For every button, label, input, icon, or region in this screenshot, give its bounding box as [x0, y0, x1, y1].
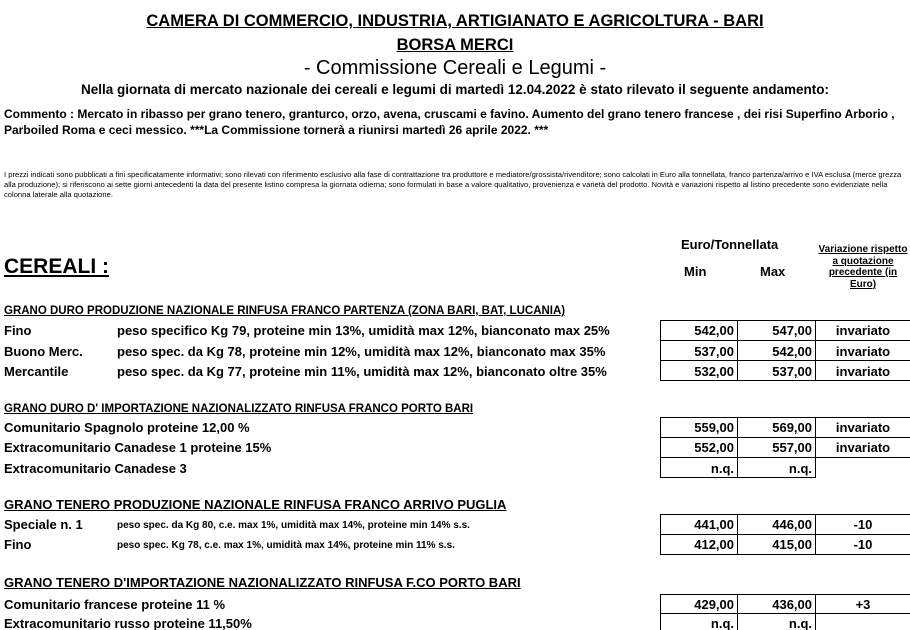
table-rule: [815, 514, 816, 554]
row-name: Comunitario francese proteine 11 %: [4, 597, 226, 612]
price-min: 532,00: [694, 364, 734, 379]
table-rule: [660, 613, 910, 614]
table-rule: [737, 320, 738, 380]
price-min: 429,00: [694, 597, 734, 612]
section-title-soft-import: GRANO TENERO D'IMPORTAZIONE NAZIONALIZZATO RINFUSA F.CO PORTO BARI: [4, 575, 521, 590]
price-max: 542,00: [772, 344, 812, 359]
min-header: Min: [684, 264, 707, 279]
price-variation: invariato: [835, 323, 891, 338]
row-name: Extracomunitario Canadese 3: [4, 461, 187, 476]
row-name: Fino: [4, 323, 32, 338]
table-rule: [660, 360, 910, 361]
row-description: peso specifico Kg 79, proteine min 13%, umidità max 12%, bianconato max 25%: [117, 323, 610, 338]
price-max: n.q.: [788, 461, 812, 476]
price-min: n.q.: [710, 616, 734, 630]
table-rule: [737, 417, 738, 477]
table-rule: [660, 554, 910, 555]
table-rule: [660, 594, 910, 595]
variation-header: Variazione rispetto a quotazione precedente (in Euro): [818, 244, 908, 290]
table-rule: [660, 320, 910, 321]
price-variation: +3: [855, 597, 871, 612]
row-name: Mercantile: [4, 364, 69, 379]
table-rule: [737, 514, 738, 554]
market-comment: Commento : Mercato in ribasso per grano tenero, granturco, orzo, avena, cruscami e favino. Aumento del grano tenero francese , dei risi Superfino Arborio , Parboiled Roma e ceci messico. ***La Commissione tornerà a riunirsi martedì 26 aprile 2022. ***: [4, 107, 895, 137]
row-name: Buono Merc.: [4, 344, 83, 359]
market-day-subtitle: Nella giornata di mercato nazionale dei cereali e legumi di martedì 12.04.2022 è stato rilevato il seguente andamento:: [80, 82, 829, 97]
section-title-durum-national: GRANO DURO PRODUZIONE NAZIONALE RINFUSA FRANCO PARTENZA (ZONA BARI, BAT, LUCANIA): [4, 305, 566, 317]
price-max: 569,00: [772, 420, 812, 435]
max-header: Max: [760, 264, 786, 279]
table-rule: [660, 340, 910, 341]
borsa-merci-title: BORSA MERCI: [396, 36, 514, 54]
price-max: 557,00: [772, 440, 812, 455]
price-max: 415,00: [772, 537, 812, 552]
table-rule: [660, 380, 910, 381]
table-rule: [815, 320, 816, 380]
row-name: Fino: [4, 537, 32, 552]
price-min: 552,00: [694, 440, 734, 455]
table-rule: [660, 477, 816, 478]
row-description: peso spec. da Kg 77, proteine min 11%, umidità max 12%, bianconato oltre 35%: [117, 364, 607, 379]
price-min: n.q.: [710, 461, 734, 476]
table-rule: [660, 417, 661, 477]
price-min: 542,00: [694, 323, 734, 338]
table-rule: [660, 594, 661, 630]
price-min: 537,00: [694, 344, 734, 359]
price-variation: -10: [853, 517, 873, 532]
section-title-soft-national: GRANO TENERO PRODUZIONE NAZIONALE RINFUSA FRANCO ARRIVO PUGLIA: [4, 497, 507, 512]
price-variation: invariato: [835, 440, 891, 455]
table-rule: [660, 437, 910, 438]
commission-title: - Commissione Cereali e Legumi -: [303, 57, 607, 79]
price-variation: invariato: [835, 344, 891, 359]
table-rule: [737, 594, 738, 630]
table-rule: [815, 417, 816, 477]
price-variation: -10: [853, 537, 873, 552]
chamber-title: CAMERA DI COMMERCIO, INDUSTRIA, ARTIGIANATO E AGRICOLTURA - BARI: [146, 12, 764, 30]
price-max: 547,00: [772, 323, 812, 338]
category-heading: CEREALI :: [4, 255, 109, 278]
row-description: peso spec. Kg 78, c.e. max 1%, umidità max 14%, proteine min 11% s.s.: [117, 540, 455, 551]
table-rule: [660, 514, 910, 515]
table-rule: [660, 514, 661, 554]
section-title-durum-import: GRANO DURO D' IMPORTAZIONE NAZIONALIZZATO RINFUSA FRANCO PORTO BARI: [4, 403, 474, 415]
row-name: Extracomunitario Canadese 1 proteine 15%: [4, 440, 272, 455]
price-max: 537,00: [772, 364, 812, 379]
table-rule: [660, 320, 661, 380]
row-description: peso spec. da Kg 78, proteine min 12%, umidità max 12%, bianconato max 35%: [117, 344, 606, 359]
row-description: peso spec. da Kg 80, c.e. max 1%, umidità max 14%, proteine min 14% s.s.: [117, 520, 470, 531]
table-rule: [660, 534, 910, 535]
row-name: Extracomunitario russo proteine 11,50%: [4, 616, 252, 630]
table-rule: [660, 417, 910, 418]
price-variation: invariato: [835, 420, 891, 435]
row-name: Comunitario Spagnolo proteine 12,00 %: [4, 420, 250, 435]
price-min: 441,00: [694, 517, 734, 532]
table-rule: [660, 457, 910, 458]
price-min: 559,00: [694, 420, 734, 435]
price-disclaimer: I prezzi indicati sono pubblicati a fini specificatamente informativi; sono rilevati con riferimento esclusivo alla fase di contrattazione tra produttore e mediatore/grossista/rivenditore; sono calcolati in Euro alla tonnellata, franco partenza/arrivo e IVA esclusa (merce grezza alla produzione); si riferiscono ai sette giorni antecedenti la data del presente listino compresa la giornata odierna; sono formulati in base a valore qualitativo, provenienza e varietà del prodotto. Novità e variazioni rispetto al listino precedente sono evidenziate nella colonna laterale alla quotazione.: [4, 170, 902, 199]
price-max: n.q.: [788, 616, 812, 630]
price-min: 412,00: [694, 537, 734, 552]
price-max: 436,00: [772, 597, 812, 612]
row-name: Speciale n. 1: [4, 517, 83, 532]
unit-header: Euro/Tonnellata: [681, 237, 779, 252]
price-max: 446,00: [772, 517, 812, 532]
table-rule: [815, 594, 816, 630]
price-variation: invariato: [835, 364, 891, 379]
